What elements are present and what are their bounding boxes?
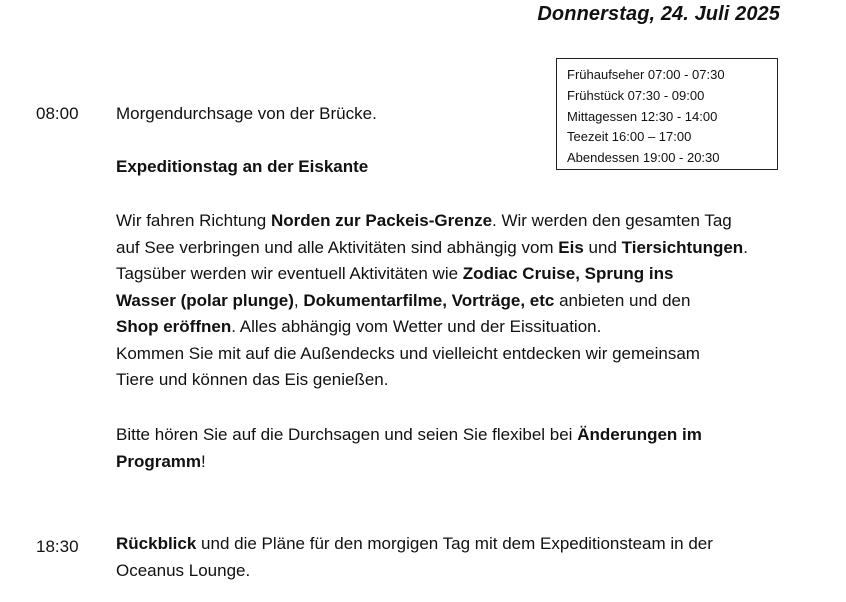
bold-text: Shop eröffnen [116, 317, 232, 336]
paragraph-line: Tiere und können das Eis genießen. [116, 370, 389, 389]
text-span: und [583, 237, 622, 257]
text-span: Bitte hören Sie auf die Durchsagen und seien Sie flexibel bei [116, 425, 578, 444]
meal-time-tea: Teezeit 16:00 – 17:00 [567, 129, 692, 145]
entry-heading: Expeditionstag an der Eiskante [116, 157, 369, 176]
meal-time-breakfast: Frühstück 07:30 - 09:00 [567, 87, 705, 103]
text-span: auf See verbringen und alle Aktivitäten sind abhängig vom [116, 237, 559, 257]
bold-text: Programm [116, 451, 202, 471]
bold-text: Zodiac Cruise, Sprung ins [462, 264, 674, 283]
entry-paragraph-1 [116, 208, 816, 394]
paragraph-line: Kommen Sie mit auf die Außendecks und vielleicht entdecken wir gemeinsam [116, 343, 700, 363]
text-span: und die Pläne für den morgigen Tag mit dem Expeditionsteam in der [196, 534, 713, 553]
entry-paragraph-2 [116, 422, 816, 475]
paragraph-line: Oceanus Lounge. [116, 560, 251, 580]
meal-time-lunch: Mittagessen 12:30 - 14:00 [567, 108, 718, 124]
entry-time-1830: 18:30 [36, 537, 79, 556]
paragraph-line [116, 422, 816, 449]
text-span: ! [201, 451, 206, 471]
meal-time-dinner: Abendessen 19:00 - 20:30 [567, 150, 720, 166]
entry-2-text [116, 531, 816, 584]
paragraph-line [116, 261, 816, 288]
announcement-text: Morgendurchsage von der Brücke. [116, 104, 377, 123]
date-heading: Donnerstag, 24. Juli 2025 [537, 3, 780, 25]
entry-announcement [116, 101, 816, 128]
text-span: Tagsüber werden wir eventuell Aktivitäten wie [116, 264, 463, 283]
text-span: . Alles abhängig vom Wetter und der Eissituation. [231, 317, 602, 336]
text-span: . [743, 237, 748, 257]
entry-time-0800: 08:00 [36, 104, 79, 123]
paragraph-line [116, 531, 816, 558]
bold-text: Norden zur Packeis-Grenze [270, 211, 493, 230]
text-span: . Wir werden den gesamten Tag [492, 211, 732, 230]
paragraph-line [116, 208, 816, 235]
bold-text: Wasser (polar plunge) [116, 290, 294, 310]
paragraph-line [116, 288, 816, 315]
text-span: Wir fahren Richtung [116, 211, 271, 230]
bold-text: Rückblick [116, 534, 197, 553]
paragraph-line [116, 449, 816, 476]
bold-text: Dokumentarfilme, Vorträge, etc [303, 290, 555, 310]
bold-text: Eis [558, 237, 584, 257]
paragraph-line [116, 235, 816, 262]
bold-text: Tiersichtungen [621, 237, 744, 257]
bold-text: Änderungen im [577, 425, 702, 444]
meal-time-early-risers: Frühaufseher 07:00 - 07:30 [567, 67, 725, 82]
paragraph-line [116, 314, 816, 341]
text-span: anbieten und den [554, 290, 691, 310]
text-span: , [293, 290, 304, 310]
